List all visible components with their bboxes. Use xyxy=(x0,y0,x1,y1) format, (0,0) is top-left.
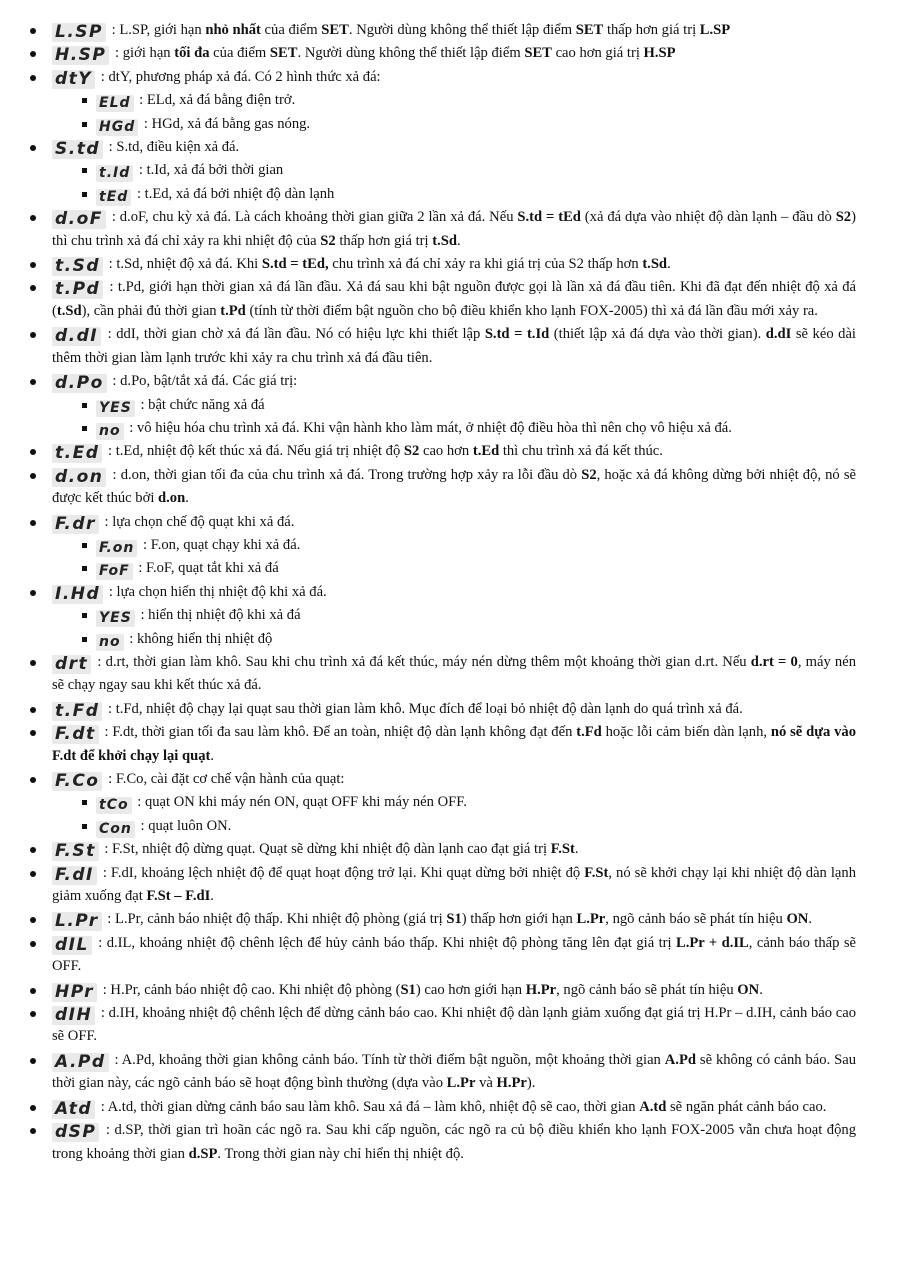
bold-text: H.Pr xyxy=(496,1075,527,1092)
parameter-code: no xyxy=(96,634,124,651)
list-item xyxy=(26,908,856,931)
bold-text: L.SP xyxy=(699,22,731,38)
description-text: : t.Ed, nhiệt độ kết thúc xả đá. Nếu giá trị nhiệt độ xyxy=(108,443,404,460)
list-item xyxy=(26,323,856,370)
description-text: , ngõ cảnh báo sẽ phát tín hiệu xyxy=(556,981,738,998)
description-text: . Người dùng không thể thiết lập điểm xyxy=(297,45,525,62)
bold-text: S.td = t.Id xyxy=(484,326,550,343)
sub-list-item xyxy=(26,557,856,580)
parameter-code: YES xyxy=(96,610,135,627)
parameter-code: HPr xyxy=(52,983,97,1002)
parameter-code: t.Pd xyxy=(52,280,103,299)
description-text: ) thì chu trình xả đá chỉ xảy ra khi nhiệt độ của xyxy=(52,209,856,249)
bold-text: nhỏ nhất xyxy=(205,22,261,38)
bold-text: S1 xyxy=(400,981,416,998)
description-text: thì chu trình xả đá kết thúc. xyxy=(499,443,663,460)
list-item xyxy=(26,136,856,159)
description-text: : F.dt, thời gian tối đa sau làm khô. Để an toàn, nhiệt độ dàn lạnh không đạt đến xyxy=(104,724,577,741)
description-text: . xyxy=(456,232,461,249)
description-text: chu trình xả đá chỉ xảy ra khi giá trị của S2 thấp hơn xyxy=(328,256,643,273)
description-text: , nó sẽ khởi chạy lại khi nhiệt độ dàn lạnh giảm xuống đạt xyxy=(52,864,856,905)
parameter-code: L.SP xyxy=(52,23,106,42)
sub-list-item xyxy=(26,534,856,557)
bold-text: L.Pr + d.IL xyxy=(675,934,749,951)
sub-list-item xyxy=(26,394,856,417)
parameter-code: t.Id xyxy=(96,165,133,182)
bold-text: L.Pr xyxy=(576,911,606,928)
description-text: : d.oF, chu kỳ xả đá. Là cách khoảng thời gian giữa 2 lần xả đá. Nếu xyxy=(111,209,518,226)
parameter-code: t.Sd xyxy=(52,257,103,276)
description-text: sẽ không có cảnh báo. Sau thời gian này, các ngõ cảnh báo sẽ hoạt động bình thường (dựa vào xyxy=(52,1051,857,1092)
bold-text: t.Ed xyxy=(472,443,500,460)
bold-text: SET xyxy=(321,22,349,38)
description-text: , ngõ cảnh báo sẽ phát tín hiệu xyxy=(605,911,787,928)
description-text: : t.Ed, xả đá bởi nhiệt độ dàn lạnh xyxy=(136,185,335,202)
bold-text: F.St – F.dI xyxy=(146,888,211,905)
description-text: . xyxy=(667,256,671,273)
bold-text: SET xyxy=(524,45,552,62)
description-text: cao hơn xyxy=(419,443,473,460)
bold-text: A.td xyxy=(639,1098,667,1115)
description-text: : A.Pd, khoảng thời gian không cảnh báo. Tính từ thời điểm bật nguồn, một khoảng thời gian xyxy=(114,1051,665,1068)
parameter-code: dtY xyxy=(52,70,95,89)
list-item xyxy=(26,276,856,323)
parameter-code: tEd xyxy=(96,189,131,206)
description-text: : bật chức năng xả đá xyxy=(140,396,265,413)
description-text: : d.Po, bật/tắt xả đá. Các giá trị: xyxy=(112,373,298,390)
description-text: : lựa chọn hiển thị nhiệt độ khi xả đá. xyxy=(108,583,327,600)
description-text: (tính từ thời điểm bật nguồn cho bộ điều khiển kho lạnh FOX-2005) thì xả đá lần đầu mới xảy ra. xyxy=(245,302,818,319)
parameter-code: FoF xyxy=(96,563,133,580)
description-text: : A.td, thời gian dừng cảnh báo sau làm khô. Sau xả đá – làm khô, nhiệt độ sẽ cao, thời gian xyxy=(100,1098,640,1115)
parameter-code: dSP xyxy=(52,1123,99,1142)
description-text: : quạt ON khi máy nén ON, quạt OFF khi máy nén OFF. xyxy=(137,794,467,811)
description-text: ), cần phải đủ thời gian xyxy=(81,302,221,319)
bold-text: F.St xyxy=(550,841,575,858)
list-item xyxy=(26,1002,856,1049)
description-text: : L.Pr, cảnh báo nhiệt độ thấp. Khi nhiệt độ phòng (giá trị xyxy=(107,911,447,928)
description-text: (xả đá dựa vào nhiệt độ dàn lạnh – đầu dò xyxy=(580,209,836,226)
list-item xyxy=(26,698,856,721)
description-text: của điểm xyxy=(260,22,322,38)
parameter-code: F.Co xyxy=(52,772,102,791)
list-item xyxy=(26,19,856,42)
description-text: : F.Co, cài đặt cơ chế vận hành của quạt: xyxy=(108,771,345,787)
description-text: : d.on, thời gian tối đa của chu trình xả đá. Trong trường hợp xảy ra lỗi đầu dò xyxy=(112,466,582,483)
parameter-code: L.Pr xyxy=(52,912,102,931)
description-text: : d.IH, khoảng nhiệt độ chênh lệch để dừng cảnh báo cao. Khi nhiệt độ dàn lạnh giảm xuống đạt giá trị H.Pr – d.IH, cảnh báo cao sẽ OFF. xyxy=(52,1005,856,1045)
bold-text: H.Pr xyxy=(525,981,557,998)
bold-text: S2 xyxy=(403,443,420,460)
description-text: : L.SP, giới hạn xyxy=(111,22,206,38)
description-text: . xyxy=(808,911,812,928)
list-item xyxy=(26,651,856,698)
bold-text: d.rt = 0 xyxy=(750,653,798,670)
description-text: . xyxy=(574,841,579,858)
sub-list-item xyxy=(26,159,856,182)
description-text: : H.Pr, cảnh báo nhiệt độ cao. Khi nhiệt độ phòng ( xyxy=(102,981,401,998)
bold-text: S.td = tEd, xyxy=(261,256,329,273)
sub-list-item xyxy=(26,604,856,627)
bold-text: d.dI xyxy=(765,326,792,343)
description-text: (thiết lập xả đá dựa vào thời gian). xyxy=(549,326,766,343)
description-text: thấp hơn giá trị xyxy=(603,22,700,38)
list-item xyxy=(26,464,856,511)
parameter-code: t.Fd xyxy=(52,702,102,721)
parameter-code: drt xyxy=(52,655,91,674)
description-text: . Người dùng không thể thiết lập điểm xyxy=(348,22,576,38)
description-text: : vô hiệu hóa chu trình xả đá. Khi vận hành kho làm mát, ở nhiệt độ điều hòa thì nên chọ vô hiệu xả đá. xyxy=(129,419,732,436)
parameter-code: d.oF xyxy=(52,210,106,229)
bold-text: L.Pr xyxy=(446,1075,476,1092)
description-text: : t.Pd, giới hạn thời gian xả đá lần đầu. Xả đá sau khi bật nguồn được gọi là lần xả đá đầu tiên. Khi đã đạt đến nhiệt độ xả đá ( xyxy=(52,279,856,319)
description-text: và xyxy=(475,1075,497,1092)
bold-text: t.Sd xyxy=(432,232,457,249)
list-item xyxy=(26,838,856,861)
description-text: : t.Id, xả đá bởi thời gian xyxy=(138,162,284,179)
description-text: . xyxy=(210,888,214,905)
parameter-code: dIH xyxy=(52,1006,95,1025)
bold-text: H.SP xyxy=(643,45,676,62)
parameter-code: t.Ed xyxy=(52,444,102,463)
parameter-code: d.dI xyxy=(52,327,101,346)
description-text: ) cao hơn giới hạn xyxy=(415,981,526,998)
list-item xyxy=(26,440,856,463)
parameter-code: F.dt xyxy=(52,725,99,744)
parameter-code: F.dr xyxy=(52,515,99,534)
list-item xyxy=(26,1096,856,1119)
description-text: : lựa chọn chế độ quạt khi xả đá. xyxy=(104,513,295,530)
parameter-code: d.Po xyxy=(52,374,107,393)
bold-text: t.Pd xyxy=(220,302,246,319)
parameter-code: F.on xyxy=(96,540,137,557)
description-text: : ddI, thời gian chờ xả đá lần đầu. Nó có hiệu lực khi thiết lập xyxy=(107,326,485,343)
bold-text: t.Sd xyxy=(642,256,668,273)
sub-list-item xyxy=(26,113,856,136)
list-item xyxy=(26,42,856,65)
description-text: : d.rt, thời gian làm khô. Sau khi chu trình xả đá kết thúc, máy nén dừng thêm một khoảng thời gian d.rt. Nếu xyxy=(97,653,751,670)
parameter-code: Con xyxy=(96,821,135,838)
description-text: , hoặc xả đá không dừng bởi nhiệt độ, nó sẽ được kết thúc bởi xyxy=(52,466,856,507)
description-text: : F.on, quạt chạy khi xả đá. xyxy=(143,536,301,553)
description-text: : d.SP, thời gian trì hoãn các ngõ ra. Sau khi cấp nguồn, các ngõ ra củ bộ điều khiển kho lạnh FOX-2005 vẫn chưa hoạt động trong khoảng thời gian xyxy=(52,1122,856,1162)
bold-text: ON xyxy=(786,911,809,928)
description-text: thấp hơn giá trị xyxy=(335,232,433,249)
list-item xyxy=(26,721,856,768)
list-item xyxy=(26,66,856,89)
bold-text: d.on xyxy=(158,490,186,507)
sub-list-item xyxy=(26,183,856,206)
bold-text: S2 xyxy=(835,209,852,226)
parameter-code: d.on xyxy=(52,468,106,487)
parameter-code: S.td xyxy=(52,140,103,159)
parameter-code: F.dI xyxy=(52,866,97,885)
description-text: , máy nén sẽ chạy ngay sau khi kết thúc xả đá. xyxy=(52,653,856,694)
list-item xyxy=(26,206,856,253)
parameter-code: F.St xyxy=(52,842,99,861)
description-text: : HGd, xả đá bằng gas nóng. xyxy=(143,115,311,132)
description-text: . xyxy=(210,747,215,764)
bold-text: S.td = tEd xyxy=(517,209,581,226)
description-text: . Trong thời gian này chỉ hiển thị nhiệt độ. xyxy=(217,1145,464,1162)
description-text: : ELd, xả đá bằng điện trở. xyxy=(139,92,296,109)
sub-list-item xyxy=(26,791,856,814)
description-text: : F.St, nhiệt độ dừng quạt. Quạt sẽ dừng khi nhiệt độ dàn lạnh cao đạt giá trị xyxy=(104,841,551,858)
description-text: cao hơn giá trị xyxy=(551,45,644,62)
bold-text: S1 xyxy=(446,911,462,928)
bold-text: F.St xyxy=(584,864,609,881)
sub-list-item xyxy=(26,628,856,651)
description-text: : F.oF, quạt tắt khi xả đá xyxy=(138,560,279,577)
parameter-code: H.SP xyxy=(52,46,109,65)
list-item xyxy=(26,979,856,1002)
sub-list-item xyxy=(26,89,856,112)
bold-text: ON xyxy=(737,981,760,998)
parameter-code: dIL xyxy=(52,936,92,955)
description-text: ). xyxy=(526,1075,536,1092)
list-item xyxy=(26,511,856,534)
description-text: : giới hạn xyxy=(115,45,175,62)
list-item xyxy=(26,932,856,979)
description-text: . xyxy=(759,981,763,998)
parameter-code: no xyxy=(96,423,124,440)
bold-text: A.Pd xyxy=(664,1051,696,1068)
parameter-code: Atd xyxy=(52,1100,95,1119)
bold-text: d.SP xyxy=(188,1145,218,1162)
parameter-code: YES xyxy=(96,400,135,417)
parameter-code: tCo xyxy=(96,797,132,814)
bold-text: S2 xyxy=(581,466,597,483)
bold-text: nó sẽ dựa vào F.dt để khởi chạy lại quạt xyxy=(52,724,856,764)
bold-text: SET xyxy=(269,45,298,62)
list-item xyxy=(26,581,856,604)
description-text: hoặc lỗi cảm biến dàn lạnh, xyxy=(601,724,771,741)
description-text: : F.dI, khoảng lệch nhiệt độ để quạt hoạt động trở lại. Khi quạt dừng bởi nhiệt độ xyxy=(102,864,585,881)
description-text: ) thấp hơn giới hạn xyxy=(461,911,577,928)
description-text: sẽ ngăn phát cảnh báo cao. xyxy=(666,1098,827,1115)
description-text: : t.Fd, nhiệt độ chạy lại quạt sau thời gian làm khô. Mục đích để loại bỏ nhiệt độ dàn lạnh do quá trình xả đá. xyxy=(108,700,743,717)
description-text: : hiển thị nhiệt độ khi xả đá xyxy=(140,607,301,624)
list-item xyxy=(26,862,856,909)
parameter-code: A.Pd xyxy=(52,1053,109,1072)
parameter-code: HGd xyxy=(96,119,138,136)
description-text: : S.td, điều kiện xả đá. xyxy=(108,139,240,156)
list-item xyxy=(26,1049,856,1096)
list-item xyxy=(26,370,856,393)
description-text: : dtY, phương pháp xả đá. Có 2 hình thức xả đá: xyxy=(100,68,381,85)
list-item xyxy=(26,253,856,276)
description-text: của điểm xyxy=(209,45,270,62)
list-item xyxy=(26,768,856,791)
description-text: : không hiển thị nhiệt độ xyxy=(129,630,273,647)
description-text: , cảnh báo thấp sẽ OFF. xyxy=(52,934,856,975)
bold-text: t.Fd xyxy=(576,724,602,741)
sub-list-item xyxy=(26,815,856,838)
description-text: : quạt luôn ON. xyxy=(140,817,232,834)
description-text: : t.Sd, nhiệt độ xả đá. Khi xyxy=(108,256,262,273)
parameter-code: ELd xyxy=(96,95,134,112)
bold-text: SET xyxy=(575,22,604,38)
description-text: : d.IL, khoảng nhiệt độ chênh lệch để hủy cảnh báo thấp. Khi nhiệt độ phòng tăng lên đạt giá trị xyxy=(98,934,676,951)
parameter-code: I.Hd xyxy=(52,585,103,604)
bold-text: tối đa xyxy=(174,45,210,62)
description-text: . xyxy=(185,490,189,507)
sub-list-item xyxy=(26,417,856,440)
description-text: sẽ kéo dài thêm thời gian làm lạnh trước khi xảy ra chu trình xả đá đầu tiên. xyxy=(52,326,856,366)
bold-text: S2 xyxy=(320,232,336,249)
bold-text: t.Sd xyxy=(56,302,82,319)
list-item xyxy=(26,1119,856,1166)
